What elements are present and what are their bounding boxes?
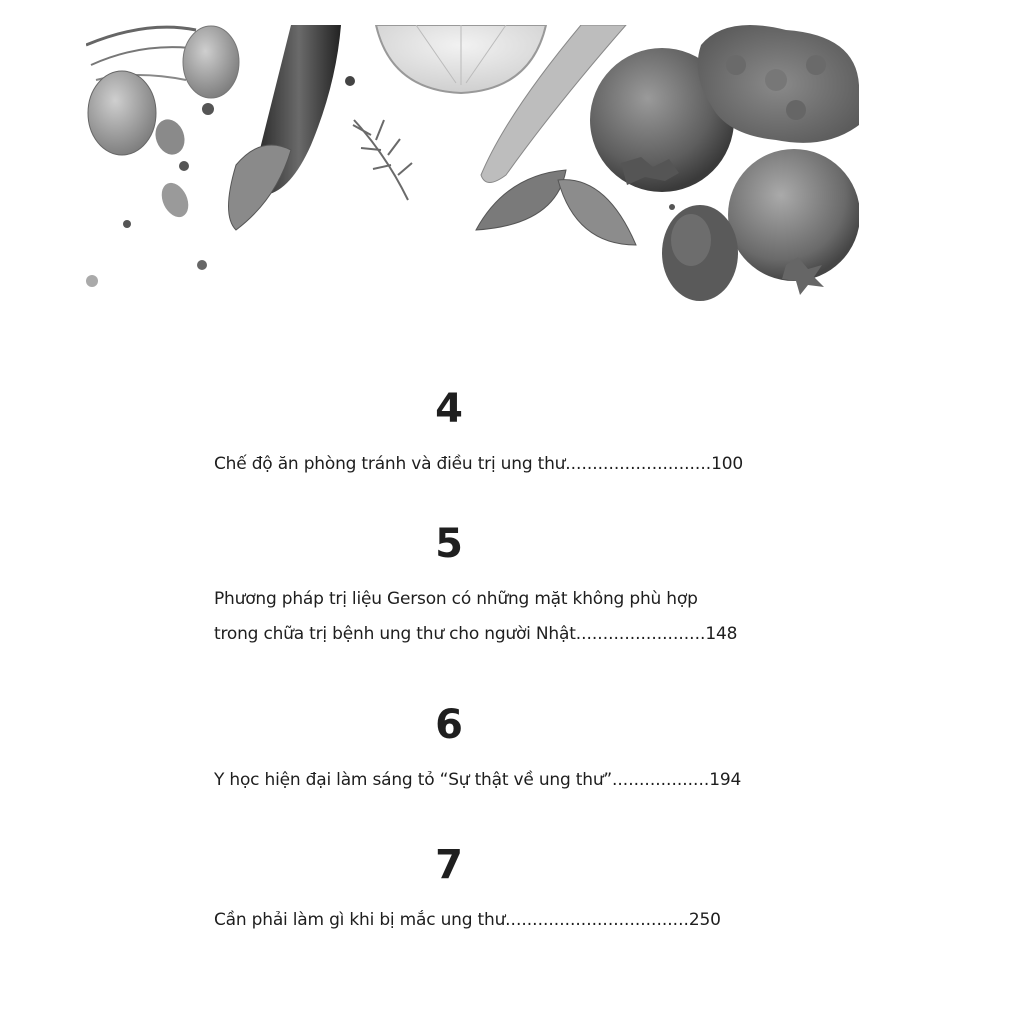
peppercorn: [179, 161, 189, 171]
tomato: [728, 149, 859, 295]
vegetables-illustration: [86, 25, 859, 315]
almond: [157, 179, 194, 222]
toc-entry-title: trong chữa trị bệnh ung thư cho người Nhật: [214, 624, 576, 644]
chapter-number: 4: [435, 386, 463, 432]
toc-entry-leader: ..................................: [505, 910, 689, 930]
toc-entry-page: 100: [711, 454, 743, 474]
peppercorn: [202, 103, 214, 115]
toc-entry-title: Y học hiện đại làm sáng tỏ “Sự thật về ung thư”: [214, 770, 612, 790]
chapter-number: 5: [435, 521, 463, 567]
peppercorn: [123, 220, 131, 228]
toc-entry-leader: ........................: [575, 624, 706, 644]
toc-entry-leader: ..................: [612, 770, 710, 790]
rosemary: [353, 120, 412, 200]
toc-entry[interactable]: [214, 909, 774, 931]
toc-entry-title: Chế độ ăn phòng tránh và điều trị ung thư: [214, 454, 566, 474]
chapter-number: 6: [435, 702, 463, 748]
toc-entry-page: 250: [688, 910, 721, 930]
toc-entry[interactable]: [214, 453, 774, 475]
toc-entry-page: 194: [709, 770, 742, 790]
lemon-slice: [376, 25, 546, 93]
toc-entry[interactable]: [214, 623, 774, 645]
peppercorn: [669, 204, 675, 210]
almond: [151, 115, 190, 158]
peppercorn: [345, 76, 355, 86]
eggplant: [229, 25, 342, 230]
basil-leaves: [476, 170, 636, 245]
toc-entry-title-line[interactable]: Phương pháp trị liệu Gerson có những mặt không phù hợp: [214, 589, 698, 609]
toc-entry[interactable]: [214, 769, 774, 791]
fig: [662, 205, 738, 301]
toc-entry-leader: ...........................: [565, 454, 712, 474]
peppercorn: [197, 260, 207, 270]
chapter-number: 7: [435, 842, 463, 888]
toc-entry-title: Cần phải làm gì khi bị mắc ung thư: [214, 910, 506, 930]
toc-entry-page: 148: [705, 624, 738, 644]
peppercorn: [86, 275, 98, 287]
